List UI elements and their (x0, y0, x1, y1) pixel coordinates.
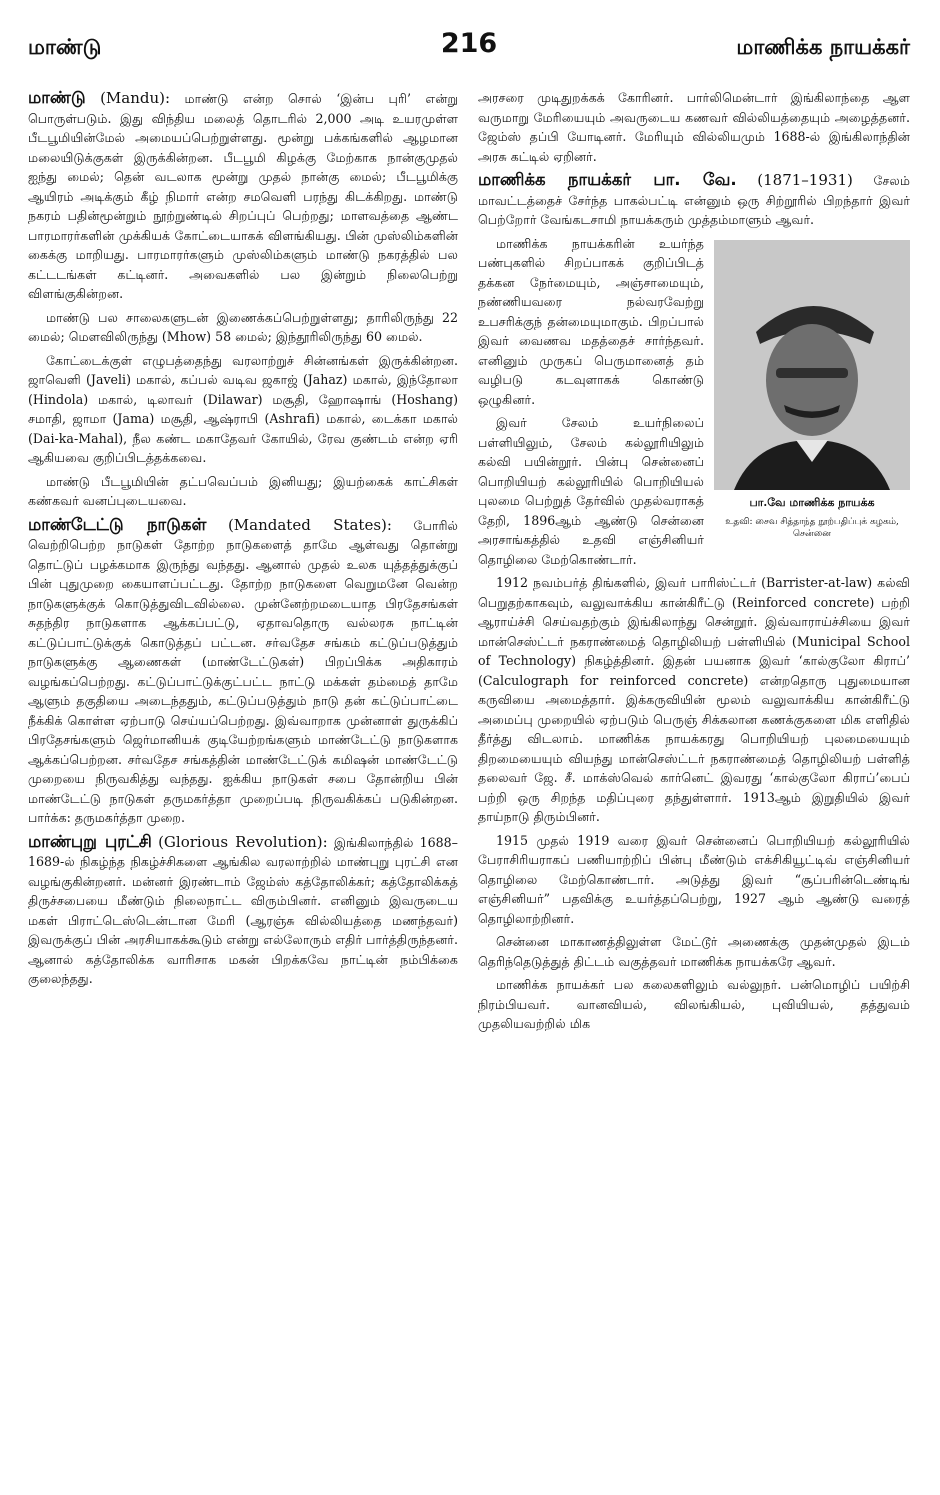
entry-mandu (28, 88, 458, 304)
glorious-para-1: இங்கிலாந்தில் 1688–1689-ல் நிகழ்ந்த நிகழ்ச்சிகளை ஆங்கில வரலாற்றில் மாண்புறு புரட்சி என வழங்குகின்றனர். மன்னர் இரண்டாம் ஜேம்ஸ் கத்தோலிக்கர்; கத்தோலிக்கத் திருச்சபையை மீண்டும் நிலைநாட்ட விரும்பினர். எனினும் இவருடைய மகள் பிராட்டெஸ்டென்டான மேரி (ஆரஞ்சு வில்லியத்தை மணந்தவர்) இவருக்குப் பின் அரசியாகக்கூடும் என்று எல்லோரும் எதிர் பார்த்திருந்தனர். ஆனால் கத்தோலிக்க வாரிசாக மகன் பிறக்கவே நாட்டின் நம்பிக்கை குலைந்தது. (28, 834, 458, 986)
headword-manikka-years: (1871–1931) (757, 171, 853, 189)
mandu-para-4: மாண்டு பீடபூமியின் தட்பவெப்பம் இனியது; இயற்கைக் காட்சிகள் கண்கவர் வனப்புடையவை. (28, 473, 458, 508)
headword-mandated: மாண்டேட்டு நாடுகள் (28, 514, 207, 534)
headword-manikka: மாணிக்க நாயக்கர் பா. வே. (478, 170, 737, 189)
manikka-para-6: சென்னை மாகாணத்திலுள்ள மேட்டூர் அணைக்கு முதன்முதல் இடம் தெரிந்தெடுத்துத் திட்டம் வகுத்தவர் மாணிக்க நாயக்கரே ஆவர். (478, 934, 910, 969)
left-column (28, 88, 458, 993)
portrait-photo (714, 240, 910, 490)
manikka-para-5: 1915 முதல் 1919 வரை இவர் சென்னைப் பொறியியற் கல்லூரியில் பேராசிரியராகப் பணியாற்றிப் பின்பு மீண்டும் எக்சிகியூட்டிவ் எஞ்சினியர் தொழிலை மேற்கொண்டார். அடுத்து இவர் “சூப்பரின்டெண்டிங் எஞ்சினியர்” பதவிக்கு உயர்த்தப்பெற்று, 1927 ஆம் ஆண்டு வரைத் தொழிலாற்றினர். (478, 832, 910, 926)
manikka-para-1: சேலம் மாவட்டத்தைச் சேர்ந்த பாகல்பட்டி என்னும் ஒரு சிற்றூரில் பிறந்தார் இவர் பெற்றோர் வேங்கடசாமி நாயக்கரும் முத்தம்மாளும் ஆவர். (478, 173, 910, 227)
running-head-left: மாண்டு (28, 34, 102, 59)
manikka-para-7: மாணிக்க நாயக்கர் பல கலைகளிலும் வல்லுநர். பன்மொழிப் பயிற்சி நிரம்பியவர். வானவியல், விலங்கியல், புவியியல், தத்துவம் முதலியவற்றில் மிக (478, 977, 910, 1031)
mandu-para-1: மாண்டு என்ற சொல் ‘இன்ப புரி’ என்று பொருள்படும். இது விந்திய மலைத் தொடரில் 2,000 அடி உயரமுள்ள பீடபூமியின்மேல் அமையப்பெற்றுள்ளது. மூன்று பக்கங்களில் ஆழமான மலையிடுக்குகள் இருக்கின்றன. பீடபூமி கிழக்கு மேற்காக நான்குமுதல் ஐந்து மைல்; தென் வடலாக மூன்று முதல் நான்கு மைல்; பீடபூமிக்கு ஆயிரம் அடிக்கும் கீழ் நிமார் என்ற சமவெளி பரந்து கிடக்கிறது. மாண்டு நகரம் பதின்மூன்றும் நூற்றுண்டில் சிறப்புப் பெற்றது; மாளவத்தை ஆண்ட பாரமாரர்களின் முக்கியக் கோட்டையாகக் விளங்கியது. பின் முஸ்லிம்களின் கைக்கு மாறியது. பாரமாரர்களும் முஸ்லிம்களும் மாண்டு நகரத்தில் பல கட்டடங்கள் கட்டினர். அவைகளில் பல இன்றும் நிலைபெற்று விளங்குகின்றன. (28, 91, 458, 301)
headword-glorious-en: (Glorious Revolution): (158, 832, 328, 851)
headword-mandu-en: (Mandu): (100, 89, 171, 107)
page-header (28, 28, 910, 68)
entry-manikka (478, 170, 910, 230)
mandu-para-3: கோட்டைக்குள் எழுபத்தைந்து வரலாற்றுச் சின்னங்கள் இருக்கின்றன. ஜாவெளி (Javeli) மகால், கப்பல் வடிவ ஜகாஜ் (Jahaz) மகால், இந்தோலா (Hindola) மகால், டிலாவர் (Dilawar) மசூதி, ஹோஷாங் (Hoshang) சமாதி, ஜாமா (Jama) மசூதி, ஆஷ்ராபி (Ashrafi) மகால், டைக்கா மகால் (Dai-ka-Mahal), நீல கண்ட மகாதேவர் கோயில், ரேவ குண்டம் என்ற ஏரி ஆகியவை குறிப்பிடத்தக்கவை. (28, 352, 458, 465)
portrait-caption: பா.வே மாணிக்க நாயக்க (749, 495, 875, 509)
mandu-para-2: மாண்டு பல சாலைகளுடன் இணைக்கப்பெற்றுள்ளது; தாரிலிருந்து 22 மைல்; மௌவிலிருந்து (Mhow) 58 மைல்; இந்தூரிலிருந்து 60 மைல். (28, 309, 458, 344)
glorious-continued: அரசரை முடிதுறக்கக் கோரினர். பார்லிமென்டார் இங்கிலாந்தை ஆள வருமாறு மேரியையும் அவருடைய கணவர் வில்லியத்தையும் அழைத்தனர். ஜேம்ஸ் தப்பி யோடினர். மேரியும் வில்லியமும் 1688-ல் இங்கிலாந்தின் அரசு கட்டில் ஏறினர். (478, 90, 910, 164)
entry-glorious (28, 832, 458, 989)
portrait-credit: உதவி: சைவ சித்தாந்த நூற்பதிப்புக் கழகம், சென்னை (725, 516, 899, 539)
manikka-para-3: இவர் சேலம் உயர்நிலைப் பள்ளியிலும், சேலம் கல்லூரியிலும் கல்வி பயின்றூர். பின்பு சென்னைப் பொறியியற் கல்லூரியில் பொறியியல் புலமை பெற்றுத் தேர்வில் முதல்வராகத் தேறி, 1896ஆம் ஆண்டு சென்னை அரசாங்கத்தில் உதவி எஞ்சினியர் தொழிலை மேற்கொண்டார். (478, 415, 704, 567)
portrait-figure (714, 240, 910, 540)
manikka-para-4: 1912 நவம்பர்த் திங்களில், இவர் பாரிஸ்ட்டர் (Barrister-at-law) கல்வி பெறுதற்காகவும், வலுவாக்கிய கான்கிரீட்டு (Reinforced concrete) பற்றி ஆராய்ச்சி செய்வதற்கும் இங்கிலாந்து சென்றூர். இவ்வாராய்ச்சியை இவர் மான்செஸ்ட்டர் நகராண்மைத் தொழிலியற் பள்ளியில் (Municipal School of Technology) நிகழ்த்தினர். இதன் பயனாக இவர் ‘கால்குலோ கிராப்’ (Calculograph for reinforced concrete) என்றதொரு புதுமையான கருவியை அமைத்தார். இக்கருவியின் மூலம் வலுவாக்கிய கான்கிரீட்டு அமைப்பு முறையில் ஏற்படும் பெருஞ் சிக்கலான கணக்குகளை மிக எளிதில் தீர்த்து விடலாம். மாணிக்க நாயக்கரது பொறியியற் புலமையையும் திறமையையும் வியந்து மான்செஸ்ட்டர் நகராண்மைத் தொழிலியற் பள்ளித் தலைவர் ஜே. சீ. மாக்ஸ்வெல் கார்னெட் இவரது ‘கால்குலோ கிராப்’பைப் பற்றி ஒரு சிறந்த மதிப்புரை தந்துள்ளார். 1913ஆம் இறுதியில் இவர் தாய்நாடு திரும்பினர். (478, 575, 910, 824)
manikka-para-2: மாணிக்க நாயக்கரின் உயர்ந்த பண்புகளில் சிறப்பாகக் குறிப்பிடத் தக்கன நேர்மையும், அஞ்சாமையும், நண்ணியவரை நல்வரவேற்று உபசரிக்குந் தன்மையுமாகும். பிறப்பால் இவர் வைணவ மதத்தைச் சார்ந்தவர். எனினும் முருகப் பெருமானைத் தம் வழிபடு கடவுளாகக் கொண்டு ஒழுகினர். (478, 235, 704, 407)
headword-glorious: மாண்புறு புரட்சி (28, 831, 152, 851)
entry-mandated (28, 515, 458, 828)
headword-mandu: மாண்டு (28, 88, 86, 107)
page-number: 216 (440, 28, 498, 59)
running-head-right: மாணிக்க நாயக்கர் (736, 34, 910, 59)
headword-mandated-en: (Mandated States): (227, 515, 392, 534)
mandated-para-1: போரில் வெற்றிபெற்ற நாடுகள் தோற்ற நாடுகளைத் தாமே ஆள்வது தொன்று தொட்டுப் பழக்கமாக இருந்து வந்தது. ஆனால் முதல் உலக யுத்தத்துக்குப் பின் புதுமுறை கையாளப்பட்டது. தோற்ற நாடுகளை வெறுமனே வென்ற நாடுகளுக்குக் கொடுத்துவிடவில்லை. முன்னேற்றமடையாத பிரதேசங்கள் சுதந்திர நாடுகளாக ஆக்கப்பட்டு, ஏதாவதொரு வல்லரசு நாட்டின் கட்டுப்பாட்டுக்குக் கொடுத்தப் பட்டன. சர்வதேச சங்கம் கட்டுப்படுத்தும் நாடுகளுக்கு ஆணைகள் (மாண்டேட்டுகள்) பிறப்பிக்க அதிகாரம் வழங்கப்பெற்றது. கட்டுப்பாட்டுக்குட்பட்ட நாட்டு மக்கள் தம்மைத் தாமே ஆளும் தகுதியை அடைந்ததும், கட்டுப்படுத்தும் நாடு தன் கட்டுப்பாட்டை நீக்கிக் கொள்ள ஏற்பாடு செய்யப்பெற்றது. இவ்வாறாக முன்னாள் துருக்கிப் பிரதேசங்களும் ஜெர்மானியக் குடியேற்றங்களும் மாண்டேட்டு நாடுகளாக ஆக்கப்பெற்றன. சர்வதேச சங்கத்தின் மாண்டேட்டுக் கமிஷன் மாண்டேட்டு முறையை நிருவகித்து வந்தது. ஐக்கிய நாடுகள் சபை தோன்றிய பின் மாண்டேட்டு நாடுகள் தருமகர்த்தா முறைப்படி நிருவகிக்கப் படுகின்றன. பார்க்க: தருமகர்த்தா முறை. (28, 517, 458, 825)
right-column (478, 88, 910, 1038)
